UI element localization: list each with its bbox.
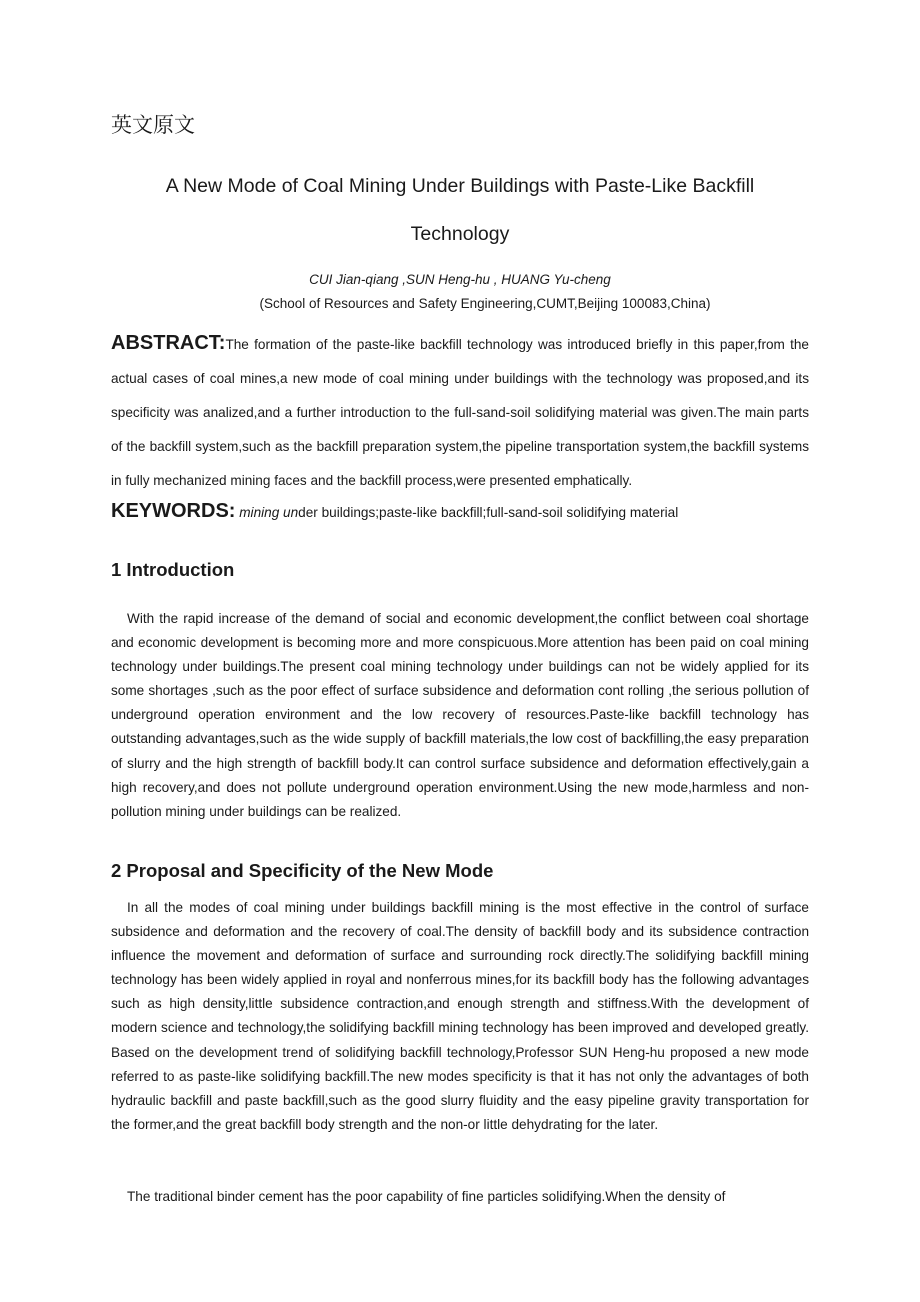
abstract-label: ABSTRACT: [111,332,226,354]
proposal-paragraph-2: The traditional binder cement has the poor capability of fine particles solidifying.When the density of [127,1189,726,1204]
paper-title-line-1: A New Mode of Coal Mining Under Buildings with Paste-Like Backfill [165,175,755,197]
abstract-block [111,326,809,498]
abstract-text: The formation of the paste-like backfill technology was introduced briefly in this paper,from the actual cases of coal mines,a new mode of coal mining under buildings with the technology was proposed,and its specificity was analized,and a further introduction to the full-sand-soil solidifying material was given.The main parts of the backfill system,such as the backfill preparation system,the pipeline transportation system,the backfill systems in fully mechanized mining faces and the backfill process,were presented emphatically. [111,337,809,488]
chinese-section-heading: 英文原文 [111,113,195,137]
introduction-paragraph: With the rapid increase of the demand of social and economic development,the conflict between coal shortage and economic development is becoming more and more conspicuous.More attention has been paid on coal mining technology under buildings.The present coal mining technology under buildings can not be widely applied for its some shortages ,such as the poor effect of surface subsidence and deformation cont rolling ,the serious pollution of underground operation environment and the low recovery of resources.Paste-like backfill technology has outstanding advantages,such as the wide supply of backfill materials,the low cost of backfilling,the easy preparation of slurry and the high strength of backfill body.It can control surface subsidence and deformation effectively,gain a high recovery,and does not pollute underground operation environment.Using the new mode,harmless and non-pollution mining under buildings can be realized. [111,611,809,819]
section-heading-introduction: 1 Introduction [111,559,235,580]
section-heading-proposal: 2 Proposal and Specificity of the New Mode [111,860,494,881]
abstract-paragraph [111,326,809,498]
author-list: CUI Jian-qiang ,SUN Heng-hu , HUANG Yu-cheng [309,272,611,287]
paper-title-line-2: Technology [410,223,510,245]
proposal-body-continued [111,1185,809,1209]
keywords-text: der buildings;paste-like backfill;full-sand-soil solidifying material [298,505,679,520]
introduction-body [111,607,809,824]
keywords-italic-text: mining un [235,505,299,520]
keywords-label: KEYWORDS: [111,500,236,522]
proposal-paragraph-1: In all the modes of coal mining under buildings backfill mining is the most effective in the control of surface subsidence and deformation and the recovery of coal.The density of backfill body and its subsidence contraction influence the movement and deformation of surface and surrounding rock directly.The solidifying backfill mining technology has been widely applied in royal and nonferrous mines,for its backfill body has the following advantages such as high density,little subsidence contraction,and enough strength and stiffness.With the development of modern science and technology,the solidifying backfill mining technology has been improved and developed greatly. Based on the development trend of solidifying backfill technology,Professor SUN Heng-hu proposed a new mode referred to as paste-like solidifying backfill.The new modes specificity is that it has not only the advantages of both hydraulic backfill and paste backfill,such as the good slurry fluidity and the easy pipeline gravity transportation for the former,and the great backfill body strength and the non-or little dehydrating for the later. [111,900,809,1132]
keywords-block [111,497,809,527]
affiliation: (School of Resources and Safety Engineering,CUMT,Beijing 100083,China) [259,296,711,311]
proposal-body [111,896,809,1137]
